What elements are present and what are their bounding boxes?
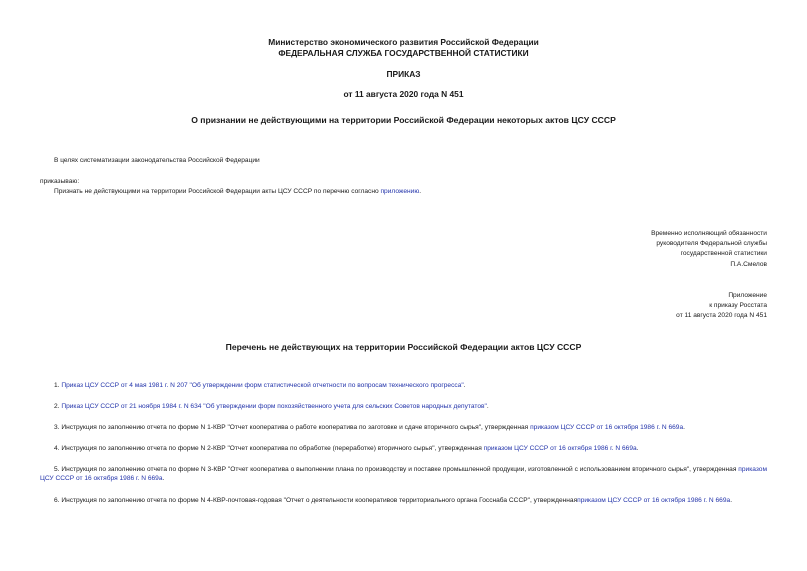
document-type: ПРИКАЗ: [386, 69, 421, 79]
appendix-ref-line-1: Приложение: [728, 292, 767, 299]
order-item-text: Признать не действующими на территории Российской Федерации акты ЦСУ СССР по перечню согласно: [54, 188, 379, 195]
item-text: Инструкция по заполнению отчета по форме N 3-КВР "Отчет кооператива о выполнении плана по производству и поставке промышленной продукции, изготовленной с использованием вторичного сырья", утвержденная: [61, 466, 739, 473]
item-text: Инструкция по заполнению отчета по форме N 1-КВР "Отчет кооператива о работе кооператива по заготовке и сдаче вторичного сырья", утвержденная: [61, 424, 531, 431]
appendix-ref-line-3: от 11 августа 2020 года N 451: [676, 312, 767, 319]
item-end: .: [162, 474, 165, 482]
ministry-name: Министерство экономического развития Российской Федерации: [268, 37, 539, 47]
signature-line-1: Временно исполняющий обязанности: [651, 230, 767, 237]
list-item: [54, 403, 489, 412]
item-end: .: [636, 445, 639, 452]
item-number: 6.: [54, 497, 60, 504]
purpose-text: В целях систематизации законодательства Российской Федерации: [54, 157, 260, 164]
item-number: 4.: [54, 445, 60, 452]
item-link[interactable]: Приказ ЦСУ СССР от 4 мая 1981 г. N 207 "Об утверждении форм статистической отчетности по вопросам технического прогресса": [61, 382, 464, 389]
item-text: Инструкция по заполнению отчета по форме N 2-КВР "Отчет кооператива по обработке (переработке) вторичного сырья", утвержденная: [61, 445, 484, 452]
order-word: приказываю:: [40, 178, 80, 185]
item-end: .: [463, 382, 466, 389]
list-title: Перечень не действующих на территории Российской Федерации актов ЦСУ СССР: [225, 342, 582, 352]
signature-name: П.А.Смелов: [730, 261, 767, 268]
item-text: Инструкция по заполнению отчета по форме N 4-КВР-почтовая-годовая "Отчет о деятельности кооперативов территориального органа Госснаба СССР", утвержденная: [61, 497, 578, 504]
item-link[interactable]: Приказ ЦСУ СССР от 21 ноября 1984 г. N 634 "Об утверждении форм похозяйственного учета для сельских Советов народных депутатов": [61, 403, 487, 410]
list-item: [40, 497, 767, 506]
document-date: от 11 августа 2020 года N 451: [343, 89, 464, 99]
document-title: О признании не действующими на территории Российской Федерации некоторых актов ЦСУ СССР: [191, 115, 616, 125]
item-number: 1.: [54, 382, 60, 389]
order-item-end: .: [419, 188, 422, 195]
item-number: 3.: [54, 424, 60, 431]
order-item: [54, 188, 421, 197]
item-link[interactable]: приказом ЦСУ СССР от 16 октября 1986 г. N 669а: [40, 466, 767, 482]
appendix-link[interactable]: приложению: [380, 188, 420, 195]
list-item: [54, 445, 639, 454]
appendix-ref-line-2: к приказу Росстата: [709, 302, 767, 309]
item-number: 2.: [54, 403, 60, 410]
item-end: .: [486, 403, 489, 410]
list-item: [54, 424, 685, 433]
item-number: 5.: [54, 466, 60, 473]
item-end: .: [730, 497, 733, 504]
signature-line-3: государственной статистики: [680, 250, 767, 257]
list-item: [40, 466, 767, 484]
item-link[interactable]: приказом ЦСУ СССР от 16 октября 1986 г. N 669а: [483, 445, 637, 452]
signature-line-2: руководителя Федеральной службы: [656, 240, 767, 247]
list-item: [54, 382, 466, 391]
item-link[interactable]: приказом ЦСУ СССР от 16 октября 1986 г. N 669а: [530, 424, 684, 431]
item-link[interactable]: приказом ЦСУ СССР от 16 октября 1986 г. N 669а: [577, 497, 731, 504]
service-name: ФЕДЕРАЛЬНАЯ СЛУЖБА ГОСУДАРСТВЕННОЙ СТАТИСТИКИ: [278, 48, 529, 58]
item-end: .: [683, 424, 685, 431]
